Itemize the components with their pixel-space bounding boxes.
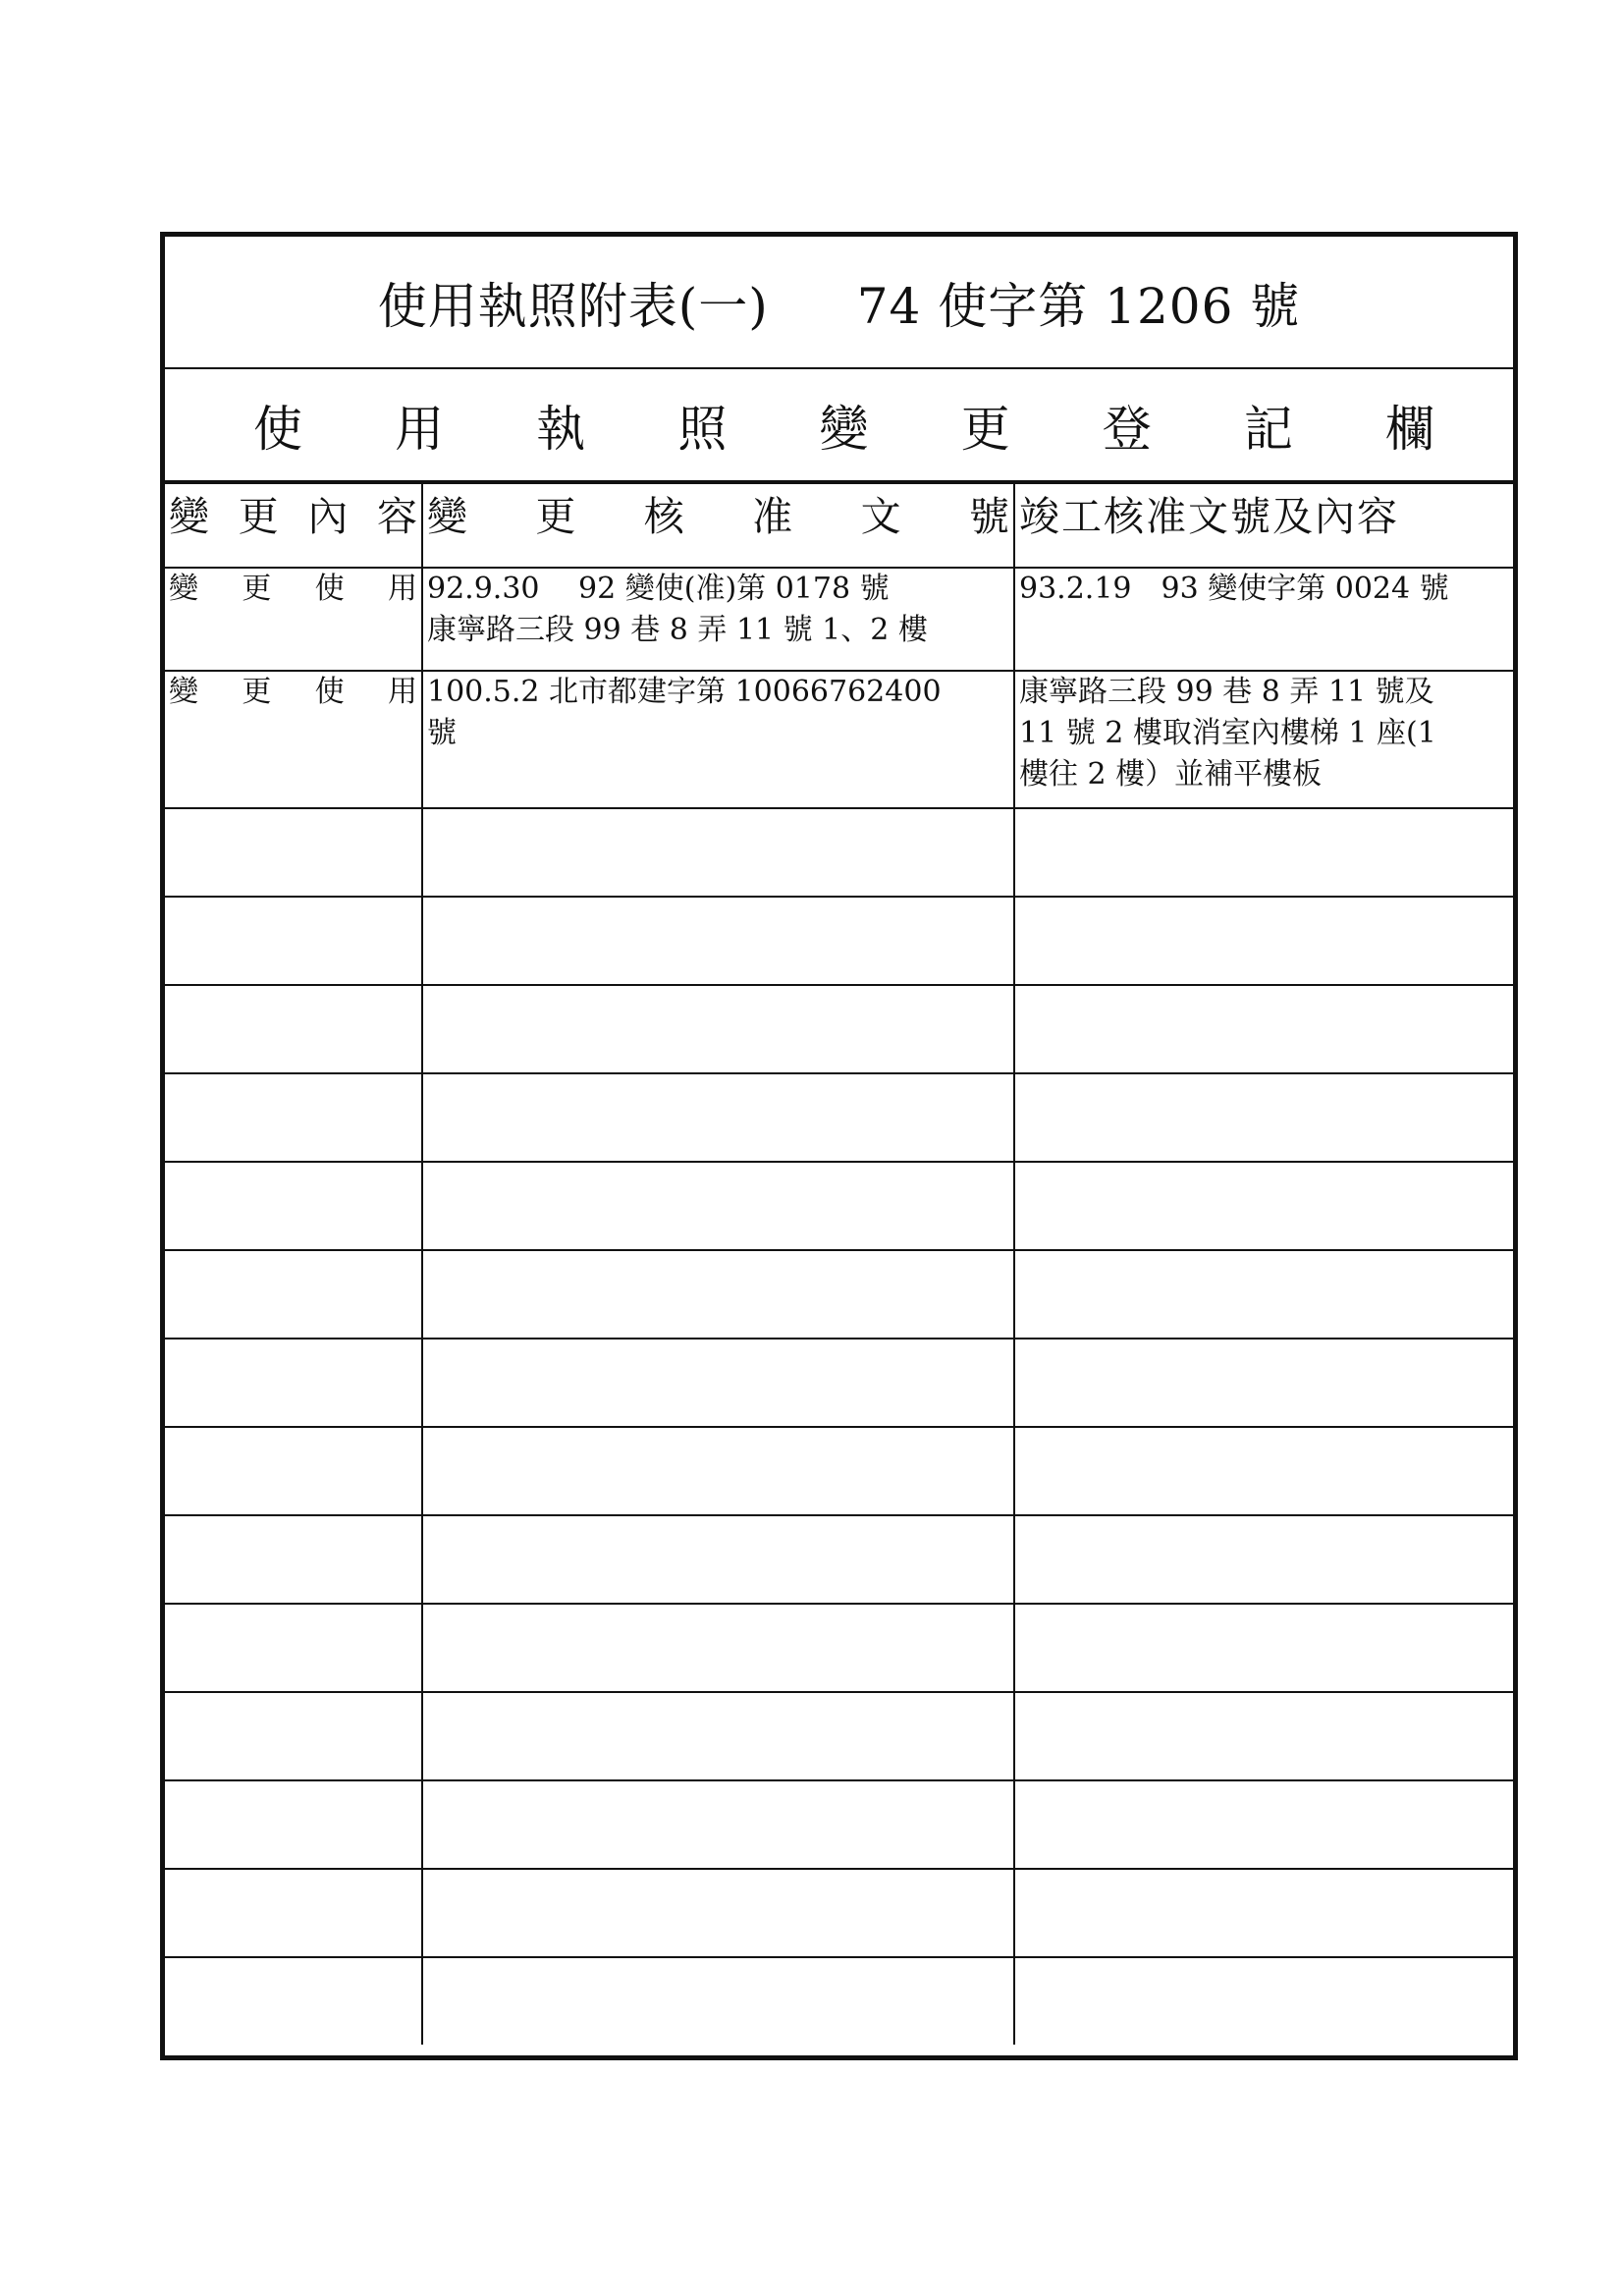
empty-row <box>165 1604 1513 1692</box>
empty-row <box>165 1427 1513 1515</box>
empty-row <box>165 1957 1513 2045</box>
form-title <box>165 237 1513 369</box>
heading-char: 更 <box>960 400 1010 458</box>
empty-row <box>165 1250 1513 1339</box>
empty-row <box>165 897 1513 985</box>
heading-char: 照 <box>677 400 728 458</box>
column-header-approval-number: 變 更 核 准 文 號 <box>422 483 1014 568</box>
empty-row <box>165 1073 1513 1162</box>
entry-completion: 康寧路三段 99 巷 8 弄 11 號及 11 號 2 樓取消室內樓梯 1 座(1 樓往 2 樓）並補平樓板 <box>1014 671 1513 808</box>
empty-row <box>165 985 1513 1073</box>
change-registration-table <box>165 482 1513 2045</box>
empty-row <box>165 1780 1513 1869</box>
entry-content: 變 更 使 用 <box>165 568 422 671</box>
form-title-main: 使用執照附表(一) <box>377 277 769 335</box>
change-registration-heading <box>165 369 1513 482</box>
empty-row <box>165 808 1513 897</box>
heading-char: 執 <box>536 400 586 458</box>
table-row <box>165 568 1513 671</box>
license-number: 74 使字第 1206 號 <box>856 277 1301 335</box>
heading-char: 登 <box>1102 400 1152 458</box>
column-header-row <box>165 483 1513 568</box>
column-header-completion: 竣工核准文號及內容 <box>1014 483 1513 568</box>
heading-char: 使 <box>253 400 302 458</box>
heading-char: 用 <box>395 400 445 458</box>
heading-char: 變 <box>819 400 869 458</box>
heading-char: 記 <box>1243 400 1293 458</box>
entry-content: 變 更 使 用 <box>165 671 422 808</box>
column-header-content: 變 更 內 容 <box>165 483 422 568</box>
table-row <box>165 671 1513 808</box>
empty-row <box>165 1515 1513 1604</box>
entry-approval-number: 92.9.30 92 變使(准)第 0178 號 康寧路三段 99 巷 8 弄 11 號 1、2 樓 <box>422 568 1014 671</box>
license-appendix-form <box>160 232 1518 2060</box>
empty-row <box>165 1339 1513 1427</box>
empty-row <box>165 1869 1513 1957</box>
entry-approval-number: 100.5.2 北市都建字第 10066762400 號 <box>422 671 1014 808</box>
empty-row <box>165 1162 1513 1250</box>
entry-completion: 93.2.19 93 變使字第 0024 號 <box>1014 568 1513 671</box>
heading-char: 欄 <box>1385 400 1434 458</box>
empty-row <box>165 1692 1513 1780</box>
